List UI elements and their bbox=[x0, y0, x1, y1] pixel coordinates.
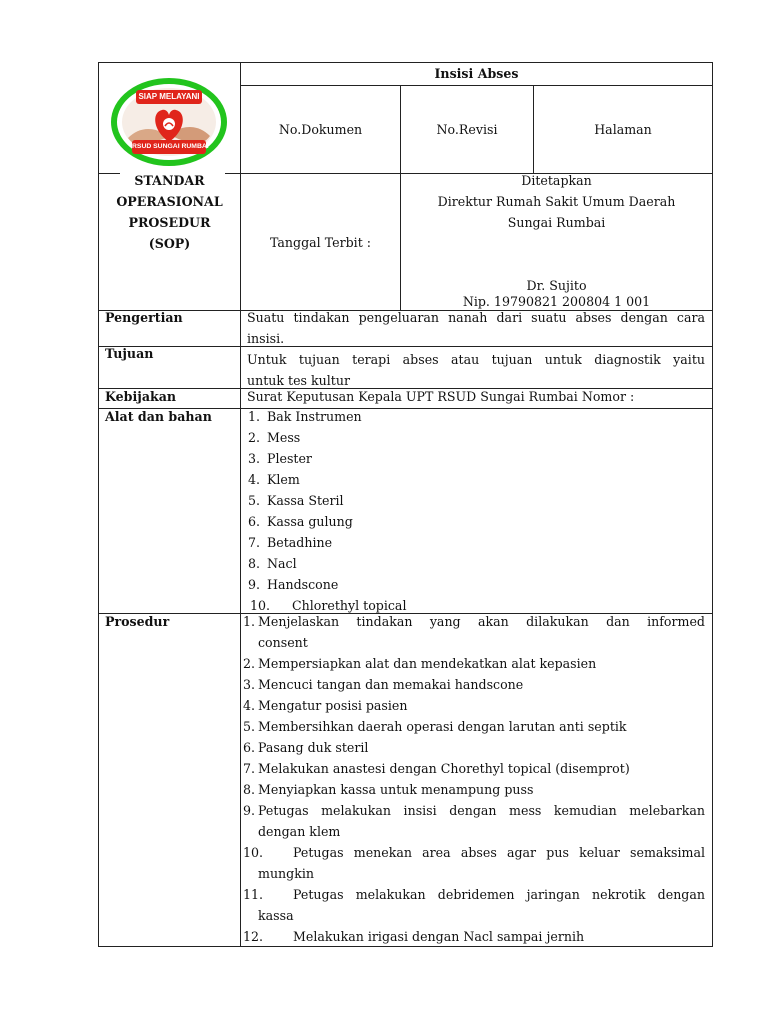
no-dokumen-label: No.Dokumen bbox=[278, 122, 363, 137]
list-item-text: Mengatur posisi pasien bbox=[258, 698, 408, 713]
list-item-continued bbox=[243, 905, 705, 926]
list-item bbox=[243, 758, 705, 779]
logo-bottom-text: RSUD SUNGAI RUMBAI bbox=[132, 143, 209, 150]
ditetapkan-label: Ditetapkan bbox=[521, 173, 592, 188]
list-item-number: 4. bbox=[243, 698, 256, 713]
list-item-number: 8. bbox=[243, 782, 256, 797]
list-item-text: Pasang duk steril bbox=[258, 740, 369, 755]
logo-top-text: SIAP MELAYANI bbox=[138, 92, 200, 101]
list-item-text: Kassa gulung bbox=[267, 514, 353, 529]
list-item-text: Chlorethyl topical bbox=[292, 598, 407, 613]
list-item bbox=[248, 490, 708, 511]
list-item bbox=[248, 427, 708, 448]
title-divider bbox=[240, 85, 713, 86]
list-item-number: 9. bbox=[248, 577, 261, 592]
list-item-text: Melakukan anastesi dengan Chorethyl topical (disemprot) bbox=[258, 761, 630, 776]
sop-line-4: (SOP) bbox=[148, 236, 191, 251]
list-item-text: Bak Instrumen bbox=[267, 409, 362, 424]
list-item-number: 6. bbox=[248, 514, 261, 529]
list-item-text: Klem bbox=[267, 472, 300, 487]
list-item-text: Handscone bbox=[267, 577, 339, 592]
list-item-number: 2. bbox=[248, 430, 261, 445]
document-title: Insisi Abses bbox=[434, 66, 519, 81]
sop-line-2: OPERASIONAL bbox=[116, 194, 223, 209]
list-item-number: 7. bbox=[243, 761, 256, 776]
list-item-text: Membersihkan daerah operasi dengan larutan anti septik bbox=[258, 719, 627, 734]
list-item-text: mungkin bbox=[258, 866, 314, 881]
list-item-number: 5. bbox=[243, 719, 256, 734]
list-item-number: 3. bbox=[243, 677, 256, 692]
tujuan-line-1: Untuk tujuan terapi abses atau tujuan untuk diagnostik yaitu bbox=[247, 352, 705, 367]
list-item bbox=[243, 779, 705, 800]
list-item bbox=[248, 532, 708, 553]
list-item-text: Mempersiapkan alat dan mendekatkan alat kepasien bbox=[258, 656, 597, 671]
list-item-text: Petugas melakukan insisi dengan mess kemudian melebarkan bbox=[258, 803, 705, 818]
list-item bbox=[243, 737, 705, 758]
list-item bbox=[243, 653, 705, 674]
list-item-text: Plester bbox=[267, 451, 312, 466]
column-divider bbox=[240, 62, 241, 947]
tujuan-label: Tujuan bbox=[105, 346, 154, 361]
list-item-number: 10. bbox=[250, 598, 271, 613]
list-item-text: Betadhine bbox=[267, 535, 333, 550]
tanggal-terbit-label: Tanggal Terbit : bbox=[270, 235, 371, 250]
list-item-number: 11. bbox=[243, 887, 264, 902]
list-item bbox=[248, 511, 708, 532]
direktur-line-1: Direktur Rumah Sakit Umum Daerah bbox=[437, 194, 676, 209]
list-item-text: Menyiapkan kassa untuk menampung puss bbox=[258, 782, 534, 797]
list-item-number: 9. bbox=[243, 803, 256, 818]
prosedur-list bbox=[243, 611, 705, 947]
row-line-tujuan bbox=[98, 346, 713, 347]
list-item-number: 6. bbox=[243, 740, 256, 755]
list-item-number: 7. bbox=[248, 535, 261, 550]
list-item-continued bbox=[243, 632, 705, 653]
halaman-label: Halaman bbox=[594, 122, 652, 137]
list-item-text: Kassa Steril bbox=[267, 493, 344, 508]
list-item-text: Menjelaskan tindakan yang akan dilakukan dan informed bbox=[258, 614, 705, 629]
list-item-number: 8. bbox=[248, 556, 261, 571]
list-item-number: 1. bbox=[243, 614, 256, 629]
sop-line-1: STANDAR bbox=[134, 173, 205, 188]
list-item-number: 5. bbox=[248, 493, 261, 508]
signer-nip: Nip. 19790821 200804 1 001 bbox=[462, 294, 651, 309]
list-item-number: 1. bbox=[248, 409, 261, 424]
list-item bbox=[243, 842, 705, 863]
list-item bbox=[243, 611, 705, 632]
list-item bbox=[243, 926, 705, 947]
list-item bbox=[248, 448, 708, 469]
list-item-text: Petugas menekan area abses agar pus keluar semaksimal bbox=[293, 845, 705, 860]
list-item-text: Mess bbox=[267, 430, 301, 445]
kebijakan-label: Kebijakan bbox=[105, 389, 177, 404]
list-item-number: 4. bbox=[248, 472, 261, 487]
prosedur-label: Prosedur bbox=[105, 614, 170, 629]
list-item-text: consent bbox=[258, 635, 308, 650]
border-right bbox=[712, 62, 713, 947]
list-item-continued bbox=[243, 821, 705, 842]
list-item-text: dengan klem bbox=[258, 824, 341, 839]
list-item-continued bbox=[243, 863, 705, 884]
list-item bbox=[243, 800, 705, 821]
list-item bbox=[248, 553, 708, 574]
list-item-number: 2. bbox=[243, 656, 256, 671]
list-item bbox=[243, 884, 705, 905]
sop-line-3: PROSEDUR bbox=[128, 215, 211, 230]
direktur-line-2: Sungai Rumbai bbox=[507, 215, 606, 230]
list-item-text: Melakukan irigasi dengan Nacl sampai jernih bbox=[293, 929, 585, 944]
list-item-number: 12. bbox=[243, 929, 264, 944]
kebijakan-text: Surat Keputusan Kepala UPT RSUD Sungai Rumbai Nomor : bbox=[247, 389, 635, 404]
list-item bbox=[243, 716, 705, 737]
list-item bbox=[248, 574, 708, 595]
list-item bbox=[248, 469, 708, 490]
pengertian-line-2: insisi. bbox=[247, 331, 285, 346]
list-item-text: kassa bbox=[258, 908, 294, 923]
list-item-text: Nacl bbox=[267, 556, 297, 571]
list-item bbox=[243, 695, 705, 716]
list-item-text: Petugas melakukan debridemen jaringan nekrotik dengan bbox=[293, 887, 705, 902]
no-revisi-label: No.Revisi bbox=[436, 122, 498, 137]
alat-list bbox=[248, 406, 708, 616]
alat-label: Alat dan bahan bbox=[105, 409, 212, 424]
pengertian-line-1: Suatu tindakan pengeluaran nanah dari suatu abses dengan cara bbox=[247, 310, 705, 325]
list-item-text: Mencuci tangan dan memakai handscone bbox=[258, 677, 524, 692]
list-item bbox=[243, 674, 705, 695]
signer-name: Dr. Sujito bbox=[526, 278, 587, 293]
tujuan-line-2: untuk tes kultur bbox=[247, 373, 350, 388]
list-item-number: 3. bbox=[248, 451, 261, 466]
list-item-number: 10. bbox=[243, 845, 264, 860]
list-item bbox=[248, 406, 708, 427]
pengertian-label: Pengertian bbox=[105, 310, 183, 325]
